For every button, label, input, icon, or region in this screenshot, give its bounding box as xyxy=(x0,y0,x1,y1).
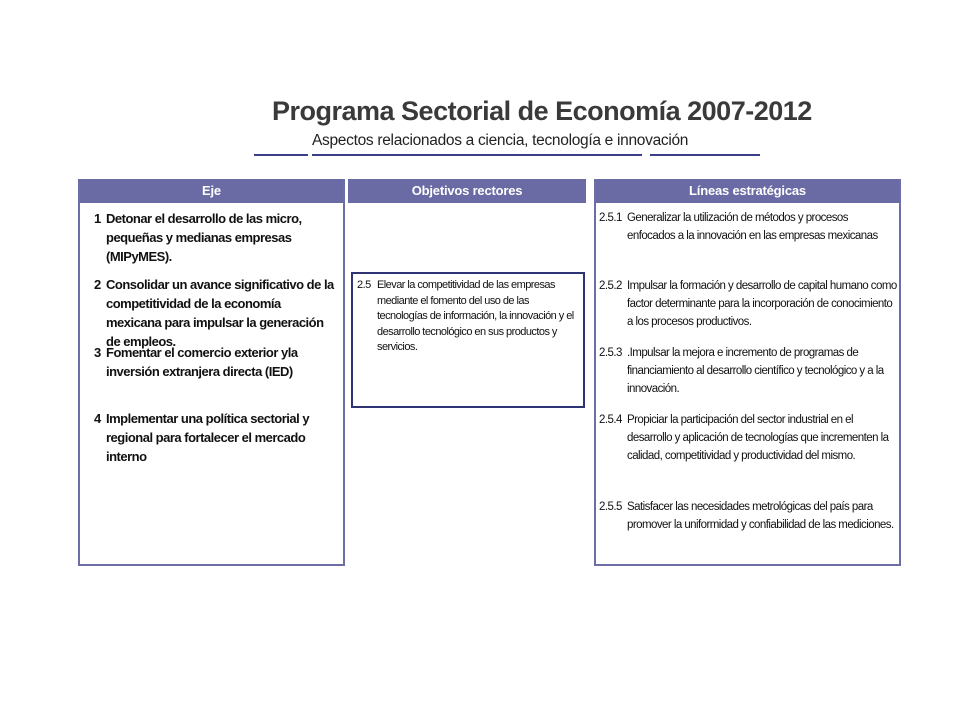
eje-item-2 xyxy=(94,275,339,351)
linea-text: Propiciar la participación del sector industrial en el desarrollo y aplicación de tecnologías que incrementen la calidad, competitividad y productividad del mismo. xyxy=(627,414,889,462)
eje-item-text: Consolidar un avance significativo de la competitividad de la economía mexicana para impulsar la generación de empleos. xyxy=(106,277,334,349)
linea-item-2-5-4 xyxy=(599,411,897,465)
title-rule-right xyxy=(650,154,760,156)
linea-text: .Impulsar la mejora e incremento de programas de financiamiento al desarrollo científico y tecnológico y a la innovación. xyxy=(627,347,884,395)
linea-item-2-5-5 xyxy=(599,498,897,534)
title-rule-middle xyxy=(312,154,642,156)
objetivos-header-bar xyxy=(348,179,586,203)
eje-item-4 xyxy=(94,409,339,466)
eje-item-number: 1 xyxy=(94,211,101,226)
linea-item-2-5-2 xyxy=(599,277,897,331)
linea-number: 2.5.2 xyxy=(599,280,622,292)
page-title: Programa Sectorial de Economía 2007-2012 xyxy=(272,96,812,126)
lineas-panel xyxy=(594,179,901,566)
linea-item-2-5-1 xyxy=(599,209,897,245)
eje-item-number: 4 xyxy=(94,411,101,426)
eje-item-number: 3 xyxy=(94,345,101,360)
eje-item-text: Fomentar el comercio exterior yla inversión extranjera directa (IED) xyxy=(106,345,298,379)
objetivos-header: Objetivos rectores xyxy=(348,179,586,203)
linea-text: Satisfacer las necesidades metrológicas del país para promover la uniformidad y confiabilidad de las mediciones. xyxy=(627,501,894,531)
linea-number: 2.5.3 xyxy=(599,347,622,359)
eje-header: Eje xyxy=(80,179,343,203)
title-rule-left xyxy=(254,154,308,156)
lineas-header: Líneas estratégicas xyxy=(596,179,899,203)
eje-item-1 xyxy=(94,209,339,266)
linea-text: Impulsar la formación y desarrollo de capital humano como factor determinante para la incorporación de conocimiento a los procesos productivos. xyxy=(627,280,897,328)
linea-number: 2.5.1 xyxy=(599,212,622,224)
eje-panel xyxy=(78,179,345,566)
linea-item-2-5-3 xyxy=(599,344,897,398)
eje-item-text: Detonar el desarrollo de las micro, pequeñas y medianas empresas (MIPyMES). xyxy=(106,211,302,264)
page-subtitle: Aspectos relacionados a ciencia, tecnología e innovación xyxy=(312,132,689,149)
eje-item-number: 2 xyxy=(94,277,101,292)
linea-text: Generalizar la utilización de métodos y procesos enfocados a la innovación en las empresas mexicanas xyxy=(627,212,878,242)
linea-number: 2.5.5 xyxy=(599,501,622,513)
objetivo-text: Elevar la competitividad de las empresas mediante el fomento del uso de las tecnologías de información, la innovación y el desarrollo tecnológico en sus productos y servicios. xyxy=(377,279,574,353)
objetivo-number: 2.5 xyxy=(357,279,371,291)
objetivo-item xyxy=(357,278,581,356)
eje-item-3 xyxy=(94,343,339,381)
linea-number: 2.5.4 xyxy=(599,414,622,426)
objetivo-box xyxy=(351,272,585,408)
eje-item-text: Implementar una política sectorial y regional para fortalecer el mercado interno xyxy=(106,411,310,464)
